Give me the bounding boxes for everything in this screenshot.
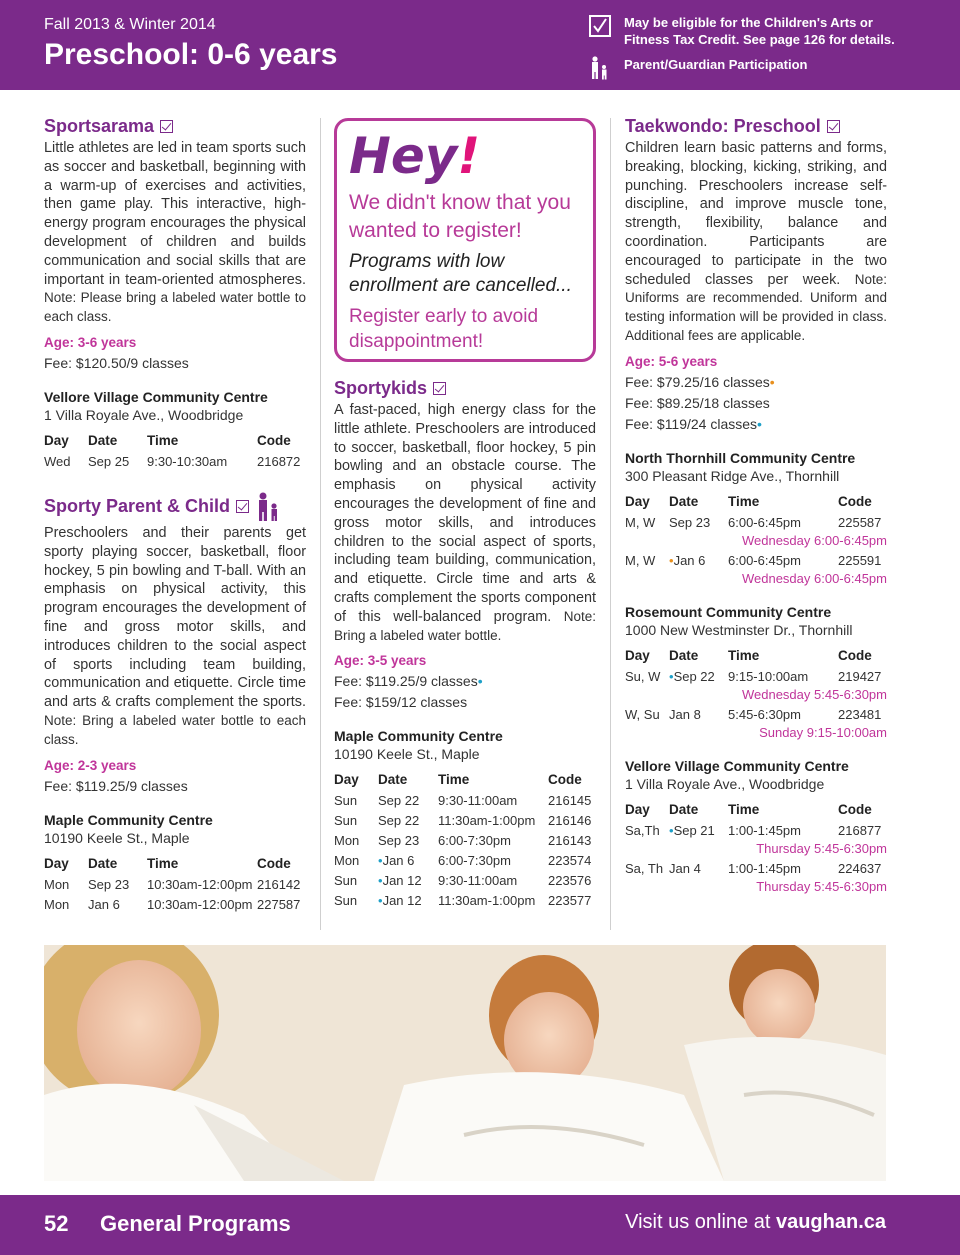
column-header: Code [548, 772, 582, 788]
schedule-table [334, 772, 596, 911]
column-header: Time [728, 493, 760, 509]
checkbox-icon [827, 120, 840, 133]
program-note: Note: Please bring a labeled water bottle to each class. [44, 290, 306, 325]
table-row: Sun •Jan 12 11:30am-1:00pm 223577 [334, 893, 592, 909]
parent-text: Parent/Guardian Participation [624, 57, 808, 72]
table-row: Mon Sep 23 6:00-7:30pm 216143 [334, 833, 592, 849]
schedule-table [625, 494, 887, 589]
column-header: Time [438, 772, 470, 788]
venue-address: 10190 Keele St., Maple [334, 746, 480, 763]
children-martial-arts-photo [44, 945, 886, 1181]
venue-name: Rosemount Community Centre [625, 603, 832, 620]
fee: Fee: $119/24 classes• [625, 415, 762, 432]
program-description: Children learn basic patterns and forms, breaking, blocking, kicking, striking, and punching. Preschoolers increase self-discipline, and improve muscle tone, strength, flexibility, balance and coordination. Participants are encouraged to participate in the two scheduled classes per week. Note: Uniforms are recommended. Uniform and testing information will be provided in class. Additional fees are applicable. [625, 140, 887, 343]
column-divider [610, 118, 611, 930]
table-row-extra: Thursday 5:45-6:30pm [756, 878, 887, 894]
callout-headline: Hey! [349, 127, 481, 185]
bullet-orange: • [769, 373, 775, 390]
bullet-blue: • [757, 415, 762, 432]
fee: Fee: $119.25/9 classes [44, 777, 188, 794]
fee: Fee: $120.50/9 classes [44, 354, 189, 371]
program-title-sporty-parent: Sporty Parent & Child [44, 492, 306, 522]
fee: Fee: $119.25/9 classes• [334, 673, 483, 690]
parent-legend [588, 56, 914, 80]
section-name: General Programs [100, 1211, 291, 1236]
column-header: Day [334, 772, 359, 788]
column-header: Time [728, 647, 760, 663]
column-header: Time [147, 432, 179, 448]
column-header: Code [838, 647, 872, 663]
program-title-sportykids: Sportykids [334, 378, 596, 399]
age-range: Age: 2-3 years [44, 757, 137, 773]
program-note: Note: Bring a labeled water bottle. [334, 608, 596, 643]
venue-address: 300 Pleasant Ridge Ave., Thornhill [625, 467, 840, 484]
checkbox-icon [236, 500, 249, 513]
column-header: Day [625, 801, 650, 817]
program-description: A fast-paced, high energy class for the little athlete. Preschoolers are introduced to soccer, basketball, floor hockey, 5 pin bowling and an obstacle course. The emphasis on physical activity encourages the development of fine and gross motor skills, and introduces children to the social aspect of sports, including team building, communication, and etiquette. Circle time and arts & crafts complement the sports component of this well-balanced program. Note: Bring a labeled water bottle. [334, 402, 596, 643]
column-middle [334, 378, 596, 911]
venue-address: 1 Villa Royale Ave., Woodbridge [625, 775, 825, 792]
program-description: Little athletes are led in team sports such as soccer and basketball, beginning with a warm-up of exercises and activities, then game play. This interactive, high-energy program encourages the physical development of children and builds communication and social skills that are important in team-oriented atmospheres. Note: Please bring a labeled water bottle to each class. [44, 140, 306, 325]
table-row: Sa, Th Jan 4 1:00-1:45pm 224637 [625, 860, 882, 876]
column-right [625, 116, 887, 897]
program-title-taekwondo: Taekwondo: Preschool [625, 116, 887, 137]
column-divider [320, 118, 321, 930]
age-range: Age: 3-5 years [334, 653, 427, 669]
page-footer [0, 1195, 960, 1255]
table-row: Mon Sep 23 10:30am-12:00pm 216142 [44, 876, 301, 892]
column-header: Code [257, 855, 291, 871]
column-header: Day [625, 493, 650, 509]
season-label: Fall 2013 & Winter 2014 [44, 16, 216, 33]
table-row: W, Su Jan 8 5:45-6:30pm 223481 [625, 706, 882, 722]
checkbox-icon [588, 14, 612, 38]
column-header: Date [378, 772, 408, 788]
table-row: Mon Jan 6 10:30am-12:00pm 227587 [44, 896, 301, 912]
schedule-table [44, 433, 306, 472]
parent-child-icon [588, 56, 612, 80]
program-title-sportsarama: Sportsarama [44, 116, 306, 137]
checkbox-icon [433, 382, 446, 395]
column-header: Date [88, 432, 118, 448]
venue-address: 10190 Keele St., Maple [44, 829, 190, 846]
schedule-table [625, 802, 887, 897]
program-note: Note: Uniforms are recommended. Uniform and testing information will be provided in class. Additional fees are applicable. [625, 271, 887, 343]
venue-name: North Thornhill Community Centre [625, 449, 856, 466]
column-header: Day [625, 647, 650, 663]
column-header: Date [669, 647, 699, 663]
table-row: M, W Sep 23 6:00-6:45pm 225587 [625, 514, 882, 530]
column-left [44, 116, 306, 915]
tax-credit-text: May be eligible for the Children's Arts or Fitness Tax Credit. See page 126 for details. [624, 15, 895, 47]
table-row: Sun •Jan 12 9:30-11:00am 223576 [334, 873, 592, 889]
parent-child-icon [255, 492, 281, 522]
table-row: M, W •Jan 6 6:00-6:45pm 225591 [625, 552, 882, 568]
website-link[interactable]: Visit us online at vaughan.ca [625, 1211, 886, 1233]
column-header: Date [669, 801, 699, 817]
callout-line: Register early to avoid disappointment! [349, 306, 539, 352]
table-row: Sun Sep 22 9:30-11:00am 216145 [334, 793, 592, 809]
column-header: Code [257, 432, 291, 448]
page-header [0, 0, 960, 90]
table-row: Wed Sep 25 9:30-10:30am 216872 [44, 453, 301, 469]
venue-name: Maple Community Centre [334, 728, 503, 745]
fee: Fee: $89.25/18 classes [625, 394, 770, 411]
column-header: Day [44, 855, 69, 871]
venue-name: Vellore Village Community Centre [625, 757, 849, 774]
callout-line: Programs with low enrollment are cancelled... [349, 251, 572, 296]
page-title: Preschool: 0-6 years [44, 38, 338, 71]
table-row: Sun Sep 22 11:30am-1:00pm 216146 [334, 813, 592, 829]
fee: Fee: $79.25/16 classes• [625, 373, 775, 390]
column-header: Time [728, 801, 760, 817]
schedule-table [44, 856, 306, 915]
fee: Fee: $159/12 classes [334, 694, 468, 711]
page-number: 52 [44, 1211, 69, 1236]
register-early-callout [334, 118, 596, 362]
table-row: Sa,Th •Sep 21 1:00-1:45pm 216877 [625, 822, 882, 838]
table-row-extra: Sunday 9:15-10:00am [759, 724, 887, 740]
table-row: Su, W •Sep 22 9:15-10:00am 219427 [625, 668, 882, 684]
column-header: Code [838, 493, 872, 509]
column-header: Code [838, 801, 872, 817]
checkbox-icon [160, 120, 173, 133]
table-row: Mon •Jan 6 6:00-7:30pm 223574 [334, 853, 592, 869]
column-header: Time [147, 855, 179, 871]
program-description: Preschoolers and their parents get sporty playing soccer, basketball, floor hockey, 5 pin bowling and T-ball. With an emphasis on physical activity, this program encourages the development of fine and gross motor skills, and introduces children to the social aspect of sports including team building, communication and etiquette. Circle time and arts & crafts complement the sports. Note: Bring a labeled water bottle to each class. [44, 524, 306, 747]
column-header: Day [44, 432, 69, 448]
table-row-extra: Thursday 5:45-6:30pm [756, 840, 887, 856]
age-range: Age: 3-6 years [44, 334, 137, 350]
venue-address: 1000 New Westminster Dr., Thornhill [625, 621, 853, 638]
program-note: Note: Bring a labeled water bottle to each class. [44, 712, 306, 747]
column-header: Date [88, 855, 118, 871]
bullet-blue: • [477, 673, 483, 690]
column-header: Date [669, 493, 699, 509]
taekwondo-venues [625, 450, 887, 897]
venue-name: Vellore Village Community Centre [44, 388, 268, 405]
table-row-extra: Wednesday 5:45-6:30pm [741, 686, 887, 702]
table-row-extra: Wednesday 6:00-6:45pm [741, 532, 887, 548]
venue-name: Maple Community Centre [44, 811, 213, 828]
tax-credit-legend [588, 14, 914, 48]
table-row-extra: Wednesday 6:00-6:45pm [741, 570, 887, 586]
age-range: Age: 5-6 years [625, 353, 718, 369]
schedule-table [625, 648, 887, 743]
venue-address: 1 Villa Royale Ave., Woodbridge [44, 406, 244, 423]
callout-line: We didn't know that you wanted to register! [349, 191, 571, 242]
